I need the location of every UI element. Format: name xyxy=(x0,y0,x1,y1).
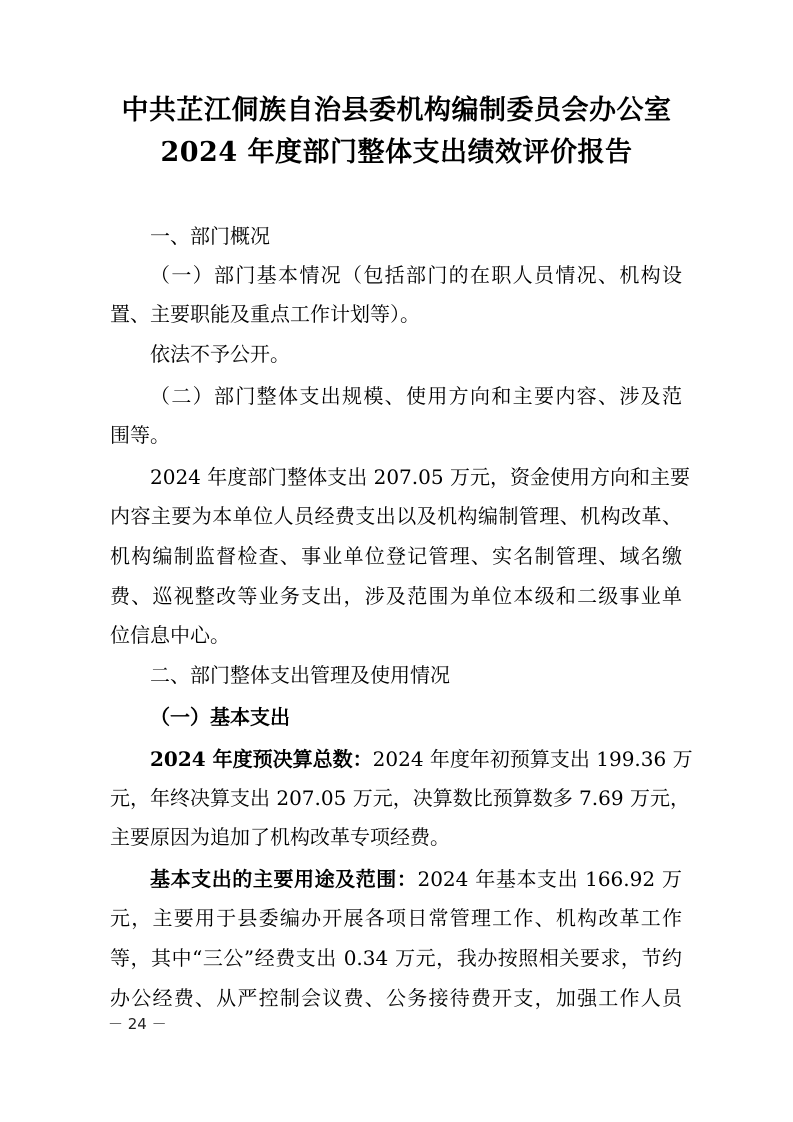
paragraph-text: 2024 年基本支出 166.92 万 xyxy=(417,867,683,891)
paragraph-line: 等，其中“三公”经费支出 0.34 万元，我办按照相关要求，节约 xyxy=(110,946,682,970)
section-heading-management: 二、部门整体支出管理及使用情况 xyxy=(150,663,450,687)
paragraph-line: 置、主要职能及重点工作计划等）。 xyxy=(110,302,420,326)
paragraph-line: （二）部门整体支出规模、使用方向和主要内容、涉及范 xyxy=(150,384,682,408)
paragraph-line: 内容主要为本单位人员经费支出以及机构编制管理、机构改革、 xyxy=(110,504,682,528)
paragraph-line: 主要原因为追加了机构改革专项经费。 xyxy=(110,825,450,849)
paragraph-line xyxy=(150,864,682,894)
paragraph-line: 位信息中心。 xyxy=(110,623,230,647)
paragraph-line: 费、巡视整改等业务支出，涉及范围为单位本级和二级事业单 xyxy=(110,584,682,608)
title-line-1: 中共芷江侗族自治县委机构编制委员会办公室 xyxy=(121,95,672,126)
paragraph-line: 依法不予公开。 xyxy=(150,342,290,366)
paragraph-text: 2024 年度年初预算支出 199.36 万 xyxy=(372,747,693,771)
page-number: － 24 － xyxy=(108,1015,167,1033)
paragraph-line: 机构编制监督检查、事业单位登记管理、实名制管理、域名缴 xyxy=(110,544,682,568)
paragraph-line xyxy=(150,744,693,774)
paragraph-line: （一）部门基本情况（包括部门的在职人员情况、机构设 xyxy=(150,263,682,287)
paragraph-label: 基本支出的主要用途及范围： xyxy=(150,867,418,891)
paragraph-label: 2024 年度预决算总数： xyxy=(150,747,373,771)
title-line-2: 2024 年度部门整体支出绩效评价报告 xyxy=(160,137,633,168)
paragraph-line: 元，年终决算支出 207.05 万元，决算数比预算数多 7.69 万元， xyxy=(110,786,690,810)
paragraph-line: 2024 年度部门整体支出 207.05 万元，资金使用方向和主要 xyxy=(150,465,690,489)
paragraph-line: 围等。 xyxy=(110,423,170,447)
paragraph-line: 元，主要用于县委编办开展各项日常管理工作、机构改革工作 xyxy=(110,906,682,930)
section-heading-overview: 一、部门概况 xyxy=(150,224,270,248)
paragraph-line: 办公经费、从严控制会议费、公务接待费开支，加强工作人员 xyxy=(110,986,682,1010)
subsection-heading-basic-expense: （一）基本支出 xyxy=(150,705,290,729)
